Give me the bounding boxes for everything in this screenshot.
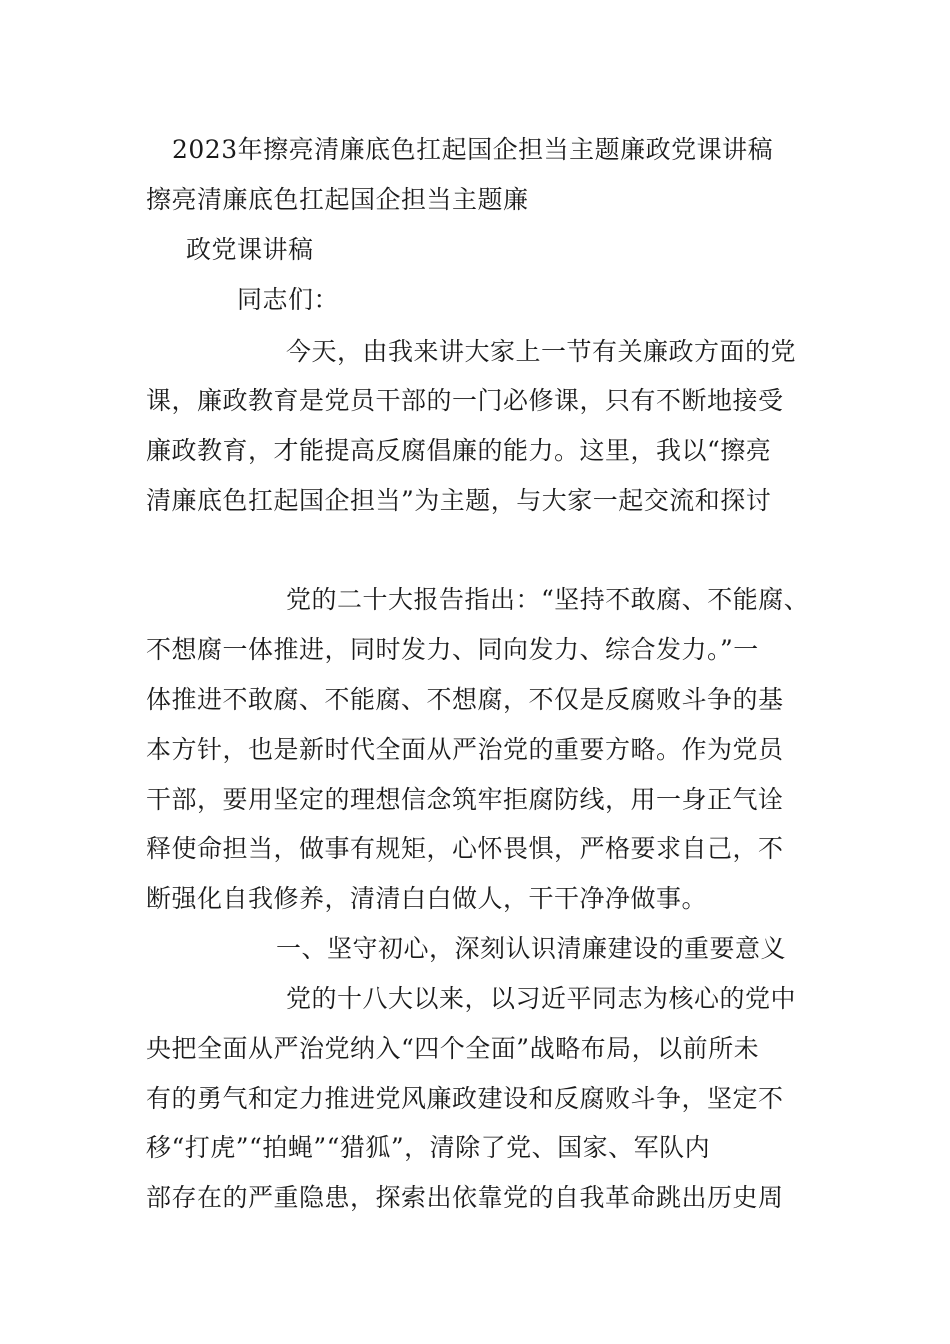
paragraph-line: 移“打虎”“拍蝇”“猎狐”，清除了党、国家、军队内 xyxy=(146,1133,711,1162)
paragraph-line: 释使命担当，做事有规矩，心怀畏惧，严格要求自己，不 xyxy=(146,834,784,863)
paragraph-line: 不想腐一体推进，同时发力、同向发力、综合发力。”一 xyxy=(146,635,759,664)
paragraph-line: 部存在的严重隐患，探索出依靠党的自我革命跳出历史周 xyxy=(146,1183,784,1212)
paragraph-line: 本方针，也是新时代全面从严治党的重要方略。作为党员 xyxy=(146,735,784,764)
paragraph-line: 党的十八大以来，以习近平同志为核心的党中 xyxy=(286,984,797,1013)
paragraph-line: 课，廉政教育是党员干部的一门必修课，只有不断地接受 xyxy=(146,386,784,415)
paragraph-line: 央把全面从严治党纳入“四个全面”战略布局，以前所未 xyxy=(146,1034,760,1063)
paragraph-line: 今天，由我来讲大家上一节有关廉政方面的党 xyxy=(286,337,797,366)
paragraph-line: 体推进不敢腐、不能腐、不想腐，不仅是反腐败斗争的基 xyxy=(146,685,784,714)
document-title: 2023年擦亮清廉底色扛起国企担当主题廉政党课讲稿 xyxy=(172,135,774,164)
salutation: 同志们： xyxy=(237,285,340,314)
paragraph-line: 干部，要用坚定的理想信念筑牢拒腐防线，用一身正气诠 xyxy=(146,785,784,814)
paragraph-line: 有的勇气和定力推进党风廉政建设和反腐败斗争，坚定不 xyxy=(146,1084,784,1113)
paragraph-line: 断强化自我修养，清清白白做人，干干净净做事。 xyxy=(146,884,708,913)
document-subtitle-line-1: 擦亮清廉底色扛起国企担当主题廉 xyxy=(146,185,529,214)
section-heading: 一、坚守初心，深刻认识清廉建设的重要意义 xyxy=(276,934,787,963)
document-subtitle-line-2: 政党课讲稿 xyxy=(186,235,314,264)
paragraph-line: 廉政教育，才能提高反腐倡廉的能力。这里，我以“擦亮 xyxy=(146,436,772,465)
paragraph-line: 清廉底色扛起国企担当”为主题，与大家一起交流和探讨 xyxy=(146,486,772,515)
paragraph-line: 党的二十大报告指出：“坚持不敢腐、不能腐、 xyxy=(286,585,810,614)
